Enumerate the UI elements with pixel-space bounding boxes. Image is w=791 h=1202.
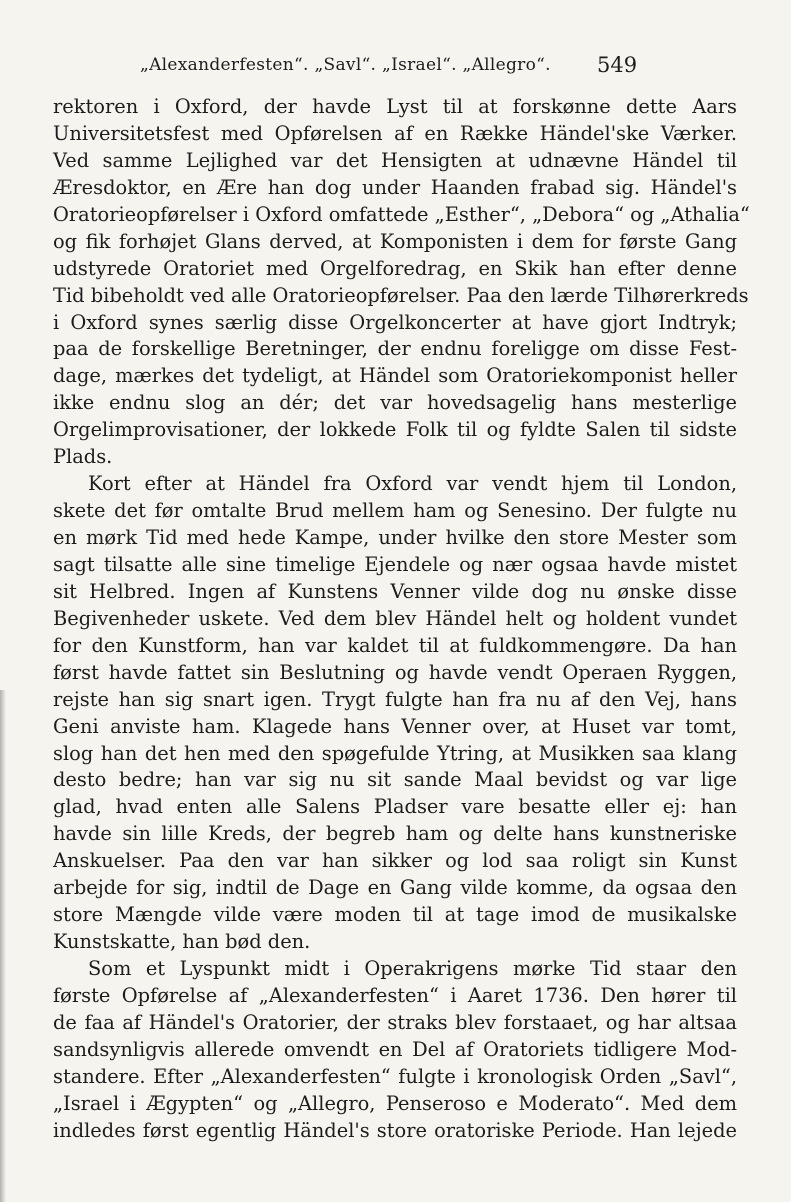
text-line: sagt tilsatte alle sine timelige Ejendele og nær ogsaa havde mistet — [53, 552, 737, 576]
text-line: rejste han sig snart igen. Trygt fulgte han fra nu af den Vej, hans — [53, 687, 737, 711]
text-line: arbejde for sig, indtil de Dage en Gang vilde komme, da ogsaa den — [53, 876, 737, 900]
text-line: glad, hvad enten alle Salens Pladser vare besatte eller ej: han — [53, 795, 737, 819]
text-line: Geni anviste ham. Klagede hans Venner over, at Huset var tomt, — [53, 714, 737, 738]
page-number: 549 — [597, 53, 638, 77]
text-line: indledes først egentlig Händel's store oratoriske Periode. Han lejede — [53, 1118, 737, 1142]
scan-edge-shadow — [0, 690, 6, 1202]
text-line: for den Kunstform, han var kaldet til at fuldkommengøre. Da han — [53, 633, 737, 657]
text-line: Oratorieopførelser i Oxford omfattede „Esther“, „Debora“ og „Athalia“ — [53, 202, 750, 226]
text-line: først havde fattet sin Beslutning og havde vendt Operaen Ryggen, — [53, 660, 737, 684]
text-line: standere. Efter „Alexanderfesten“ fulgte i kronologisk Orden „Savl“, — [53, 1064, 737, 1088]
body-text — [53, 94, 750, 1145]
text-line: havde sin lille Kreds, der begreb ham og delte hans kunstneriske — [53, 822, 737, 846]
text-line: første Opførelse af „Alexanderfesten“ i Aaret 1736. Den hører til — [53, 983, 737, 1007]
text-line: en mørk Tid med hede Kampe, under hvilke den store Mester som — [53, 526, 737, 549]
text-line: „Israel i Ægypten“ og „Allegro, Penseroso e Moderato“. Med dem — [53, 1091, 737, 1115]
text-line: sandsynligvis allerede omvendt en Del af Oratoriets tidligere Mod- — [53, 1037, 737, 1061]
text-line: Som et Lyspunkt midt i Operakrigens mørke Tid staar den — [88, 957, 737, 980]
text-line: udstyrede Oratoriet med Orgelforedrag, en Skik han efter denne — [53, 256, 737, 280]
text-line: skete det før omtalte Brud mellem ham og Senesino. Der fulgte nu — [53, 499, 737, 523]
text-line: Æresdoktor, en Ære han dog under Haanden frabad sig. Händel's — [53, 175, 737, 199]
text-line: Kunstskatte, han bød den. — [53, 930, 311, 954]
text-line: Tid bibeholdt ved alle Oratorieopførelser. Paa den lærde Tilhørerkreds — [53, 283, 749, 307]
text-line: sit Helbred. Ingen af Kunstens Venner vilde dog nu ønske disse — [53, 579, 737, 603]
text-line: rektoren i Oxford, der havde Lyst til at forskønne dette Aars — [53, 95, 737, 118]
text-line: Universitetsfest med Opførelsen af en Række Händel'ske Værker. — [53, 121, 737, 145]
text-line: desto bedre; han var sig nu sit sande Maal bevidst og var lige — [53, 768, 737, 792]
text-line: paa de forskellige Beretninger, der endnu foreligge om disse Fest- — [53, 337, 737, 361]
text-line: slog han det hen med den spøgefulde Ytring, at Musikken saa klang — [53, 741, 737, 765]
text-line: Begivenheder uskete. Ved dem blev Händel helt og holdent vundet — [53, 606, 737, 630]
text-line: store Mængde vilde være moden til at tage imod de musikalske — [53, 903, 737, 927]
text-line: Anskuelser. Paa den var han sikker og lod saa roligt sin Kunst — [53, 849, 737, 873]
text-line: dage, mærkes det tydeligt, at Händel som Oratoriekomponist heller — [53, 364, 737, 388]
text-line: Kort efter at Händel fra Oxford var vendt hjem til London, — [88, 472, 737, 496]
text-line: de faa af Händel's Oratorier, der straks blev forstaaet, og har altsaa — [53, 1010, 737, 1034]
running-head: „Alexanderfesten“. „Savl“. „Israel“. „Allegro“. — [140, 55, 551, 75]
text-line: og fik forhøjet Glans derved, at Komponisten i dem for første Gang — [53, 229, 737, 253]
text-line: Plads. — [53, 445, 113, 469]
text-line: ikke endnu slog an dér; det var hovedsagelig hans mesterlige — [53, 391, 737, 415]
text-line: Orgelimprovisationer, der lokkede Folk til og fyldte Salen til sidste — [53, 418, 737, 442]
text-line: Ved samme Lejlighed var det Hensigten at udnævne Händel til — [53, 148, 737, 172]
text-line: i Oxford synes særlig disse Orgelkoncerter at have gjort Indtryk; — [53, 310, 737, 334]
